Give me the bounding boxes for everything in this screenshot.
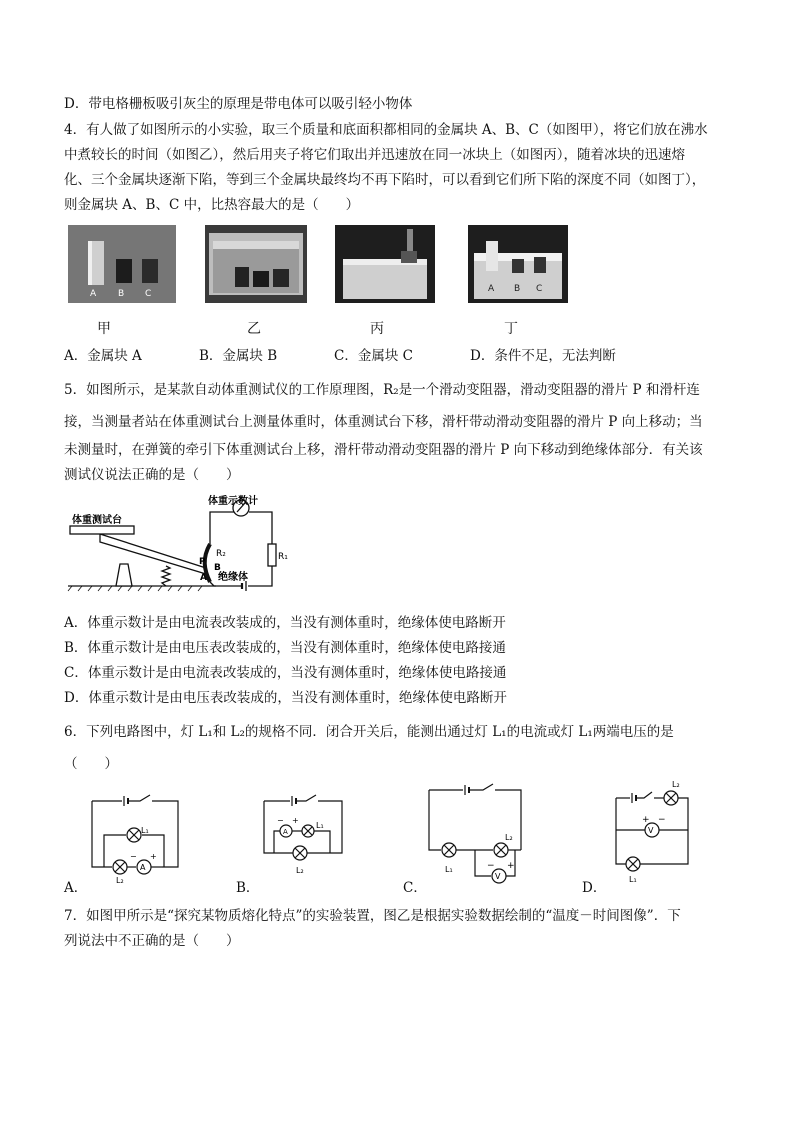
metal-block-b (116, 259, 132, 283)
circuit-a (86, 793, 186, 885)
ammeter-label: A (283, 828, 288, 836)
q5-line-1: 5．如图所示，是某款自动体重测试仪的工作原理图，R₂是一个滑动变阻器，滑动变阻器的滑片 P 和滑杆连 (64, 382, 700, 398)
resistor-r1 (268, 544, 276, 566)
platform (70, 526, 134, 534)
insulator-label: 绝缘体 (218, 572, 248, 583)
q6-line-2: （ ） (64, 756, 118, 772)
q5-option-a: A．体重示数计是由电流表改装成的，当没有测体重时，绝缘体使电路断开 (64, 615, 506, 631)
r2-label: R₂ (216, 549, 226, 559)
caption-ding: 丁 (504, 321, 518, 337)
platform-label: 体重测试台 (72, 515, 122, 526)
q5-line-2: 接，当测量者站在体重测试台上测量体重时，体重测试台下移，滑杆带动滑动变阻器的滑片 P 向上移动；当 (64, 414, 703, 430)
l1-label: L₁ (445, 865, 453, 874)
q6-option-d: D． (582, 880, 607, 896)
photo-label-a: A (90, 289, 97, 299)
q5-line-4: 测试仪说法正确的是（ ） (64, 467, 240, 483)
voltmeter-label: V (648, 826, 654, 835)
sunk-block-a (486, 241, 498, 271)
caption-jia: 甲 (97, 321, 111, 337)
meter-label: 体重示数计 (208, 496, 258, 507)
circuit-b (258, 793, 350, 885)
sunk-block-b (512, 259, 524, 273)
p-label: P (199, 557, 206, 567)
minus-label: − (487, 861, 495, 871)
metal-block-a-highlight (88, 241, 92, 285)
switch (128, 795, 150, 801)
q6-option-c: C． (403, 880, 427, 896)
minus-label: − (277, 816, 284, 825)
metal-block-c (142, 259, 158, 283)
circuit-d (608, 778, 698, 884)
minus-label: − (130, 852, 137, 861)
q4-line-4: 则金属块 A、B、C 中，比热容最大的是（ ） (64, 197, 360, 213)
held-block (401, 251, 417, 263)
photo-ding-label-c: C (536, 284, 543, 294)
spring (162, 566, 170, 586)
l1-label: L₁ (629, 875, 637, 884)
fulcrum (116, 564, 132, 586)
l2-label: L₂ (296, 866, 304, 875)
q7-line-2: 列说法中不正确的是（ ） (64, 933, 240, 949)
q7-line-1: 7．如图甲所示是“探究某物质熔化特点”的实验装置，图乙是根据实验数据绘制的“温度－时间图像”．下 (64, 908, 681, 924)
q6-option-a: A． (64, 880, 88, 896)
ammeter-label: A (140, 863, 146, 872)
voltmeter-label: V (495, 872, 501, 881)
photo-ding (468, 225, 568, 303)
photo-bing (335, 225, 435, 303)
q6-line-1: 6．下列电路图中，灯 L₁和 L₂的规格不同．闭合开关后，能测出通过灯 L₁的电流或灯 L₁两端电压的是 (64, 724, 674, 740)
submerged-block-1 (235, 267, 249, 287)
plus-label: + (642, 815, 650, 825)
b-label: B (214, 563, 221, 573)
minus-label: − (658, 815, 666, 825)
sunk-block-c (534, 257, 546, 273)
q4-line-1: 4．有人做了如图所示的小实验，取三个质量和底面积都相同的金属块 A、B、C（如图甲），将它们放在沸水 (64, 122, 708, 138)
q4-line-2: 中煮较长的时间（如图乙），然后用夹子将它们取出并迅速放在同一冰块上（如图丙），随着冰块的迅速熔 (64, 147, 685, 163)
q4-option-a: A．金属块 A (64, 348, 142, 364)
photo-label-b: B (118, 289, 125, 299)
q5-option-d: D．体重示数计是由电压表改装成的，当没有测体重时，绝缘体使电路断开 (64, 690, 507, 706)
a-label: A (200, 573, 207, 583)
submerged-block-3 (273, 269, 289, 287)
photo-label-c: C (145, 289, 152, 299)
caption-bing: 丙 (370, 321, 384, 337)
photo-ding-label-b: B (514, 284, 521, 294)
l2-label: L₂ (505, 833, 513, 842)
q4-option-d: D．条件不足，无法判断 (470, 348, 616, 364)
q4-line-3: 化、三个金属块逐渐下陷，等到三个金属块最终均不再下陷时，可以看到它们所下陷的深度不同（如图丁）， (64, 172, 706, 188)
l2-label: L₂ (672, 780, 680, 789)
caption-yi: 乙 (247, 321, 261, 337)
q5-option-b: B．体重示数计是由电压表改装成的，当没有测体重时，绝缘体使电路接通 (64, 640, 506, 656)
plus-label: + (150, 852, 157, 861)
q5-line-3: 未测量时，在弹簧的牵引下体重测试台上移，滑杆带动滑动变阻器的滑片 P 向下移动到绝缘体部分．有关该 (64, 442, 703, 458)
lever-rod (100, 534, 206, 574)
l1-label: L₁ (316, 821, 324, 830)
l2-label: L₂ (116, 876, 124, 885)
plus-label: + (292, 816, 299, 825)
weight-scale-diagram (66, 490, 296, 595)
photo-ding-label-a: A (488, 284, 495, 294)
circuit-c (425, 782, 525, 886)
submerged-block-2 (253, 271, 269, 287)
q3-option-d: D．带电格栅板吸引灰尘的原理是带电体可以吸引轻小物体 (64, 96, 413, 112)
q6-option-b: B． (236, 880, 260, 896)
plus-label: + (507, 861, 515, 871)
photo-yi (205, 225, 307, 303)
q4-option-b: B．金属块 B (199, 348, 278, 364)
q4-option-c: C．金属块 C (334, 348, 413, 364)
q5-option-c: C．体重示数计是由电流表改装成的，当没有测体重时，绝缘体使电路接通 (64, 665, 507, 681)
l1-label: L₁ (141, 826, 149, 835)
photo-jia (68, 225, 176, 303)
r1-label: R₁ (278, 552, 288, 562)
